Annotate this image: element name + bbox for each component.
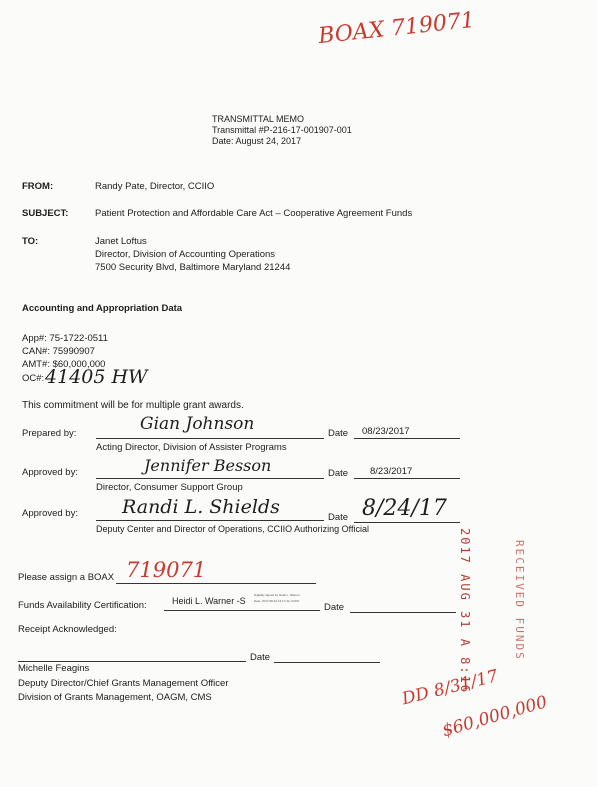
initials-date-note: DD 8/31/17 <box>400 666 501 710</box>
funds-date-label: Date <box>324 602 345 613</box>
approved-by-signature: Jennifer Besson <box>144 456 272 475</box>
oc-label: OC#: <box>22 373 45 384</box>
prepared-by-label: Prepared by: <box>22 428 77 439</box>
prepared-date-label: Date <box>328 428 349 439</box>
approved-by-title: Deputy Center and Director of Operations, CCIIO Authorizing Official <box>96 524 369 534</box>
funds-date-line <box>350 612 456 613</box>
prepared-date-value: 08/23/2017 <box>362 426 410 437</box>
received-date-stamp: 2017 AUG 31 A 8:16 <box>458 528 472 695</box>
approved-date-value: 8/23/2017 <box>370 466 413 477</box>
received-funds-stamp: RECEIVED FUNDS <box>513 540 526 661</box>
footer-name: Michelle Feagins <box>18 663 90 674</box>
approved-signature-line <box>96 478 324 479</box>
funds-signer: Heidi L. Warner -S <box>172 596 246 606</box>
digital-signature-note: Digitally signed by Heidi L. Warner <box>254 593 300 597</box>
approved-date-line <box>354 478 460 479</box>
from-label: FROM: <box>22 181 54 192</box>
from-value: Randy Pate, Director, CCIIO <box>95 181 215 192</box>
commitment-note: This commitment will be for multiple grant awards. <box>22 400 244 411</box>
subject-label: SUBJECT: <box>22 208 69 219</box>
to-line: Janet Loftus <box>95 236 147 247</box>
to-line: 7500 Security Blvd, Baltimore Maryland 21244 <box>95 262 291 273</box>
approved-signature-line <box>96 520 324 521</box>
accounting-heading: Accounting and Appropriation Data <box>22 303 183 314</box>
to-line: Director, Division of Accounting Operations <box>95 249 276 260</box>
boax-handwritten-annotation: BOAX 719071 <box>317 7 477 50</box>
approved-date-label: Date <box>328 512 349 523</box>
approved-date-label: Date <box>328 468 349 479</box>
amt-number: AMT#: $60,000,000 <box>22 359 106 370</box>
footer-title: Deputy Director/Chief Grants Management Officer <box>18 678 229 689</box>
approved-by-signature: Randi L. Shields <box>122 496 280 518</box>
amount-note: $60,000,000 <box>440 692 550 742</box>
can-number: CAN#: 75990907 <box>22 346 95 357</box>
boax-label: Please assign a BOAX <box>18 572 115 583</box>
prepared-date-line <box>354 438 460 439</box>
subject-value: Patient Protection and Affordable Care Act – Cooperative Agreement Funds <box>95 208 413 219</box>
approved-by-label: Approved by: <box>22 467 78 478</box>
funds-signature-line <box>164 610 320 611</box>
receipt-date-label: Date <box>250 652 271 663</box>
prepared-by-title: Acting Director, Division of Assister Programs <box>96 442 287 453</box>
funds-certification-label: Funds Availability Certification: <box>18 600 147 611</box>
prepared-by-signature: Gian Johnson <box>140 414 255 434</box>
digital-signature-note: Date: 2017.08.24 13:17:42 -04'00' <box>254 599 300 603</box>
transmittal-number: Transmittal #P-216-17-001907-001 <box>212 125 352 135</box>
footer-division: Division of Grants Management, OAGM, CMS <box>18 692 212 703</box>
memo-date: Date: August 24, 2017 <box>212 136 302 146</box>
approved-date-line <box>354 522 460 523</box>
to-label: TO: <box>22 236 39 247</box>
memo-title: TRANSMITTAL MEMO <box>212 114 304 124</box>
approved-by-label: Approved by: <box>22 508 78 519</box>
receipt-date-line <box>274 662 380 663</box>
prepared-signature-line <box>96 438 324 439</box>
boax-line <box>116 583 316 584</box>
approved-by-title: Director, Consumer Support Group <box>96 482 243 493</box>
receipt-signature-line <box>18 661 246 662</box>
receipt-label: Receipt Acknowledged: <box>18 624 117 635</box>
approved-date-value: 8/24/17 <box>362 496 447 521</box>
app-number: App#: 75-1722-0511 <box>22 333 108 344</box>
oc-handwritten-value: 41405 HW <box>45 366 148 388</box>
boax-value: 719071 <box>126 558 207 582</box>
